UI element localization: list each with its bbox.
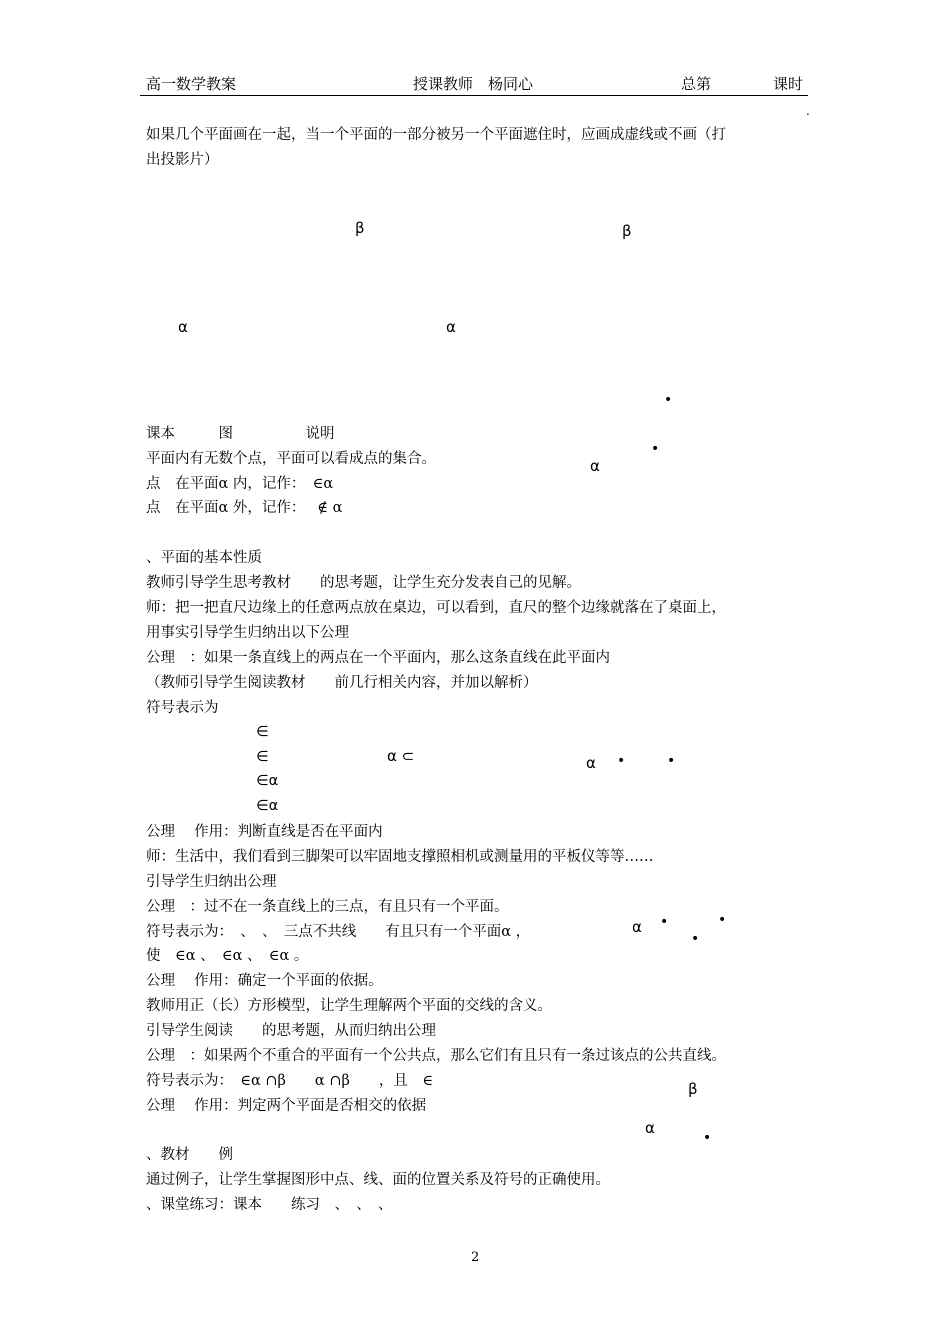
text-line: 点 在平面α 内，记作： ∈α	[146, 476, 334, 492]
text-line: 师：把一把直尺边缘上的任意两点放在桌边，可以看到，直尺的整个边缘就落在了桌面上，	[146, 600, 726, 616]
point-dot: •	[718, 912, 727, 928]
text-line: 符号表示为： ∈α ∩β α ∩β ，且 ∈	[146, 1073, 434, 1089]
text-line: 课本 图 说明	[146, 426, 335, 442]
section-heading: 、平面的基本性质	[146, 550, 262, 566]
figure-label-alpha: α	[446, 318, 456, 336]
figure-label-alpha: α	[586, 754, 596, 772]
figure-label-beta: β	[355, 219, 365, 237]
figure-label-alpha: α	[645, 1119, 655, 1137]
point-dot: •	[703, 1130, 712, 1146]
figure-label-alpha: α	[178, 318, 188, 336]
axiom-statement: 公理 ：过不在一条直线上的三点，有且只有一个平面。	[146, 899, 509, 915]
header-total: 总第	[681, 75, 712, 93]
header-teacher: 授课教师 杨同心	[413, 75, 534, 93]
point-dot: •	[667, 753, 676, 769]
text-line: 公理 作用：判断直线是否在平面内	[146, 824, 383, 840]
symbol-expression: ∈	[256, 749, 269, 765]
axiom-statement: 公理 ：如果一条直线上的两点在一个平面内，那么这条直线在此平面内	[146, 650, 610, 666]
text-line: 通过例子，让学生掌握图形中点、线、面的位置关系及符号的正确使用。	[146, 1172, 610, 1188]
header-edge-mark: .	[806, 104, 810, 118]
point-dot: •	[651, 441, 660, 457]
point-dot: •	[617, 753, 626, 769]
header-rule	[140, 95, 808, 96]
text-line: 平面内有无数个点，平面可以看成点的集合。	[146, 451, 436, 467]
text-line: 符号表示为： 、 、 三点不共线 有且只有一个平面α ，	[146, 924, 531, 940]
point-dot: •	[660, 914, 669, 930]
text-line: 符号表示为	[146, 700, 219, 716]
symbol-subset: α ⊂	[387, 747, 415, 765]
text-line: （教师引导学生阅读教材 前几行相关内容，并加以解析）	[146, 675, 538, 691]
text-line: 教师用正（长）方形模型，让学生理解两个平面的交线的含义。	[146, 998, 552, 1014]
intro-line-1: 如果几个平面画在一起，当一个平面的一部分被另一个平面遮住时，应画成虚线或不画（打	[146, 127, 726, 143]
text-line: 用事实引导学生归纳出以下公理	[146, 625, 349, 641]
header-title: 高一数学教案	[146, 75, 237, 93]
point-dot: •	[664, 392, 673, 408]
text-line: 点 在平面α 外，记作： ∉ α	[146, 500, 343, 516]
header-lesson: 课时	[773, 75, 804, 93]
text-line: 师：生活中，我们看到三脚架可以牢固地支撑照相机或测量用的平板仪等等……	[146, 849, 654, 865]
text-line: 公理 作用：确定一个平面的依据。	[146, 973, 383, 989]
figure-label-alpha: α	[632, 918, 642, 936]
axiom-statement: 公理 ：如果两个不重合的平面有一个公共点，那么它们有且只有一条过该点的公共直线。	[146, 1048, 726, 1064]
section-heading: 、课堂练习：课本 练习 、 、 、	[146, 1197, 393, 1213]
figure-label-beta: β	[688, 1080, 698, 1098]
text-line: 引导学生阅读 的思考题，从而归纳出公理	[146, 1023, 436, 1039]
section-heading: 、教材 例	[146, 1147, 233, 1163]
symbol-expression: ∈α	[256, 798, 279, 814]
intro-line-2: 出投影片）	[146, 152, 219, 168]
figure-label-beta: β	[622, 222, 632, 240]
symbol-expression: ∈	[256, 724, 269, 740]
point-dot: •	[691, 931, 700, 947]
page-number: 2	[471, 1250, 480, 1265]
text-line: 使 ∈α 、 ∈α 、 ∈α 。	[146, 948, 309, 964]
text-line: 引导学生归纳出公理	[146, 874, 277, 890]
symbol-expression: ∈α	[256, 773, 279, 789]
text-line: 教师引导学生思考教材 的思考题，让学生充分发表自己的见解。	[146, 575, 581, 591]
figure-label-alpha: α	[590, 457, 600, 475]
text-line: 公理 作用：判定两个平面是否相交的依据	[146, 1098, 427, 1114]
